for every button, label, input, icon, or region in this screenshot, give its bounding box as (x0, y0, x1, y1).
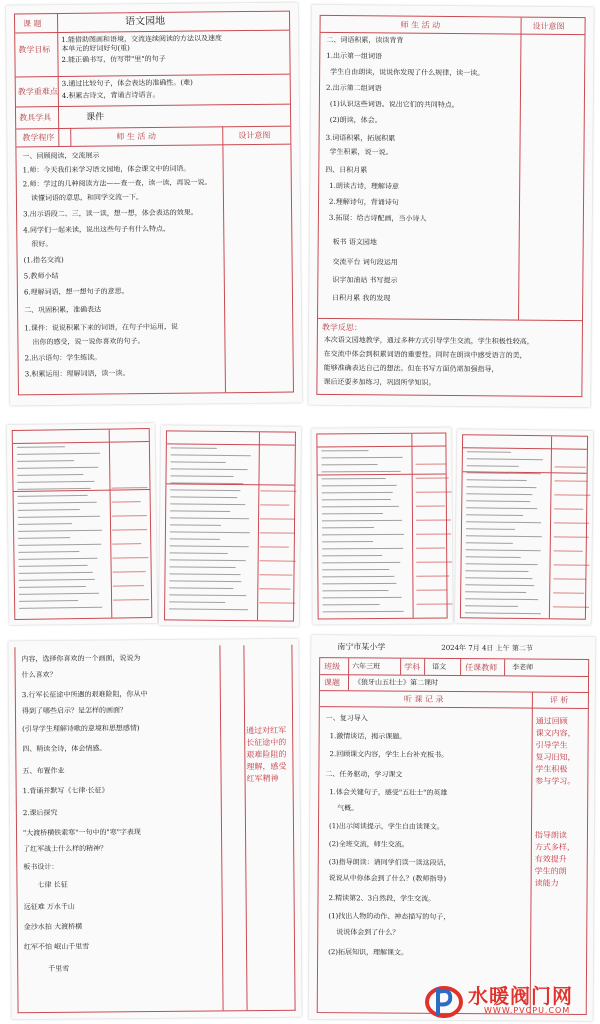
label-design: 设计意图 (532, 21, 565, 31)
evaluation-notes: 通过回顾 课文内容， 引导学生 复习旧知， 学生积极 参与学习。 指导朗读 方式多样， 有效提升 学生的朗 读能力 (534, 716, 576, 888)
observation-record-page (309, 635, 596, 1021)
topic-value: 《狼牙山五壮士》第二课时 (353, 678, 439, 687)
label-key-points: 教学重难点 (17, 87, 58, 97)
label-steps: 教学程序 (22, 133, 55, 143)
record-date: 2024年 7月 4日 上午 第二节 (441, 643, 533, 653)
design-notes: 通过对红军 长征途中的 艰难险阻的 理解，感受 红军精神 (246, 725, 287, 784)
handwriting-lines (161, 425, 301, 426)
label-goal: 教学目标 (18, 45, 51, 55)
table-frame (317, 657, 589, 1015)
label-design: 设计意图 (238, 130, 271, 141)
handwriting-lines (7, 423, 155, 425)
lesson-plan-page-3 (7, 423, 158, 625)
handwriting-lines (457, 429, 593, 431)
label-teacher: 任课教师 (465, 663, 498, 673)
activity-text: 二、词语积累，读读背背 1.出示第一组词语 学生自由朗读，说说你发现了什么规律，读一读。 2.出示第二组词语 (1)认识这些词语。说出它们的共同特点。 (2)朗读，体会。 3.词语积累，拓展积累 学生积累，说一说。 四、日积月累 1.朗读古诗，理解诗意 2.理解诗句，背诵诗句 3.拓展：给古诗配画，当小诗人 板书 语文园地 交流平台 词句段运用 识字加油站 书写提示 日积月累 我的发现 (325, 35, 485, 303)
label-record: 听 课 记 录 (403, 694, 444, 704)
handwriting-lines (311, 428, 451, 429)
goal-text: 1.能借助图画和语境，交流连续阅读的方法以及速度 本单元的好词好句(重) 2.能正确书写，仿写带"里"的句子 3.通过比较句子，体会表达的准确性。(难) 4.积累古诗文，背诵古诗语言。 (61, 34, 222, 100)
red-note-stroke (416, 548, 445, 549)
red-note-stroke (416, 506, 445, 507)
lesson-plan-page-4 (159, 425, 301, 626)
lesson-plan-page-5 (311, 428, 452, 625)
label-topic: 课题 (323, 678, 341, 688)
label-activity: 师 生 活 动 (116, 131, 156, 142)
watermark-url: WWW.PVCPU.COM (484, 1006, 571, 1015)
label-topic: 课 题 (23, 19, 42, 29)
record-text: 一、复习导入 1.激情谈话，揭示课题。 2.回顾课文内容，学生上台补充板书。 二、任务驱动，学习课文 1.体会关键句子，感受"五壮士"的英雄 气概。 (1)出示阅读提示，学生自由读课文。 (2)全班交流，师生交流。 (3)指导朗读：请同学们读一读这段话， 说说从中你体会到了什么？(教师指导) 2.精读第2、3自然段，学生交流。 (1)找出人物的动作、神态描写的句子， 说说体会到了什么？ (2)拓展知识，理解课文。 (325, 714, 451, 957)
watermark-logo-icon (424, 982, 464, 1018)
label-class: 班级 (324, 662, 341, 672)
activity-text: 内容，选择你喜欢的一个画面，说说为 什么喜欢？ 3.行军长征途中所遇的艰难险阻，你从中 得到了哪些启示？是怎样的画面？ (引导学生理解诗歌的意境和思想感情) 四、精读全诗，体会情感。 五、布置作业 1.背诵并默写《七律·长征》 2.课后探究 "大渡桥横铁索寒"一句中的"寒"字表现 了红军战士什么样的精神？ 板书设计： 七律 长征 远征难 万水千山 金沙水拍 大渡桥横 红军不怕 岷山千里雪 千里雪 (21, 654, 148, 973)
label-subject: 学科 (404, 662, 421, 672)
watermark-name: 水暖阀门网 (468, 984, 573, 1008)
lesson-plan-page-1 (6, 2, 302, 405)
school-name: 南宁市某小学 (337, 642, 386, 652)
table-frame (14, 645, 295, 1013)
class-value: 六年三班 (352, 662, 381, 671)
teacher-value: 李老师 (512, 663, 534, 672)
reflection-text: 本次语文园地教学，通过多种方式引导学生交流，学生积极性较高， 在交流中体会到积累词语的重要性。同时在朗读中感受语言的美， 能够准确表达自己的想法。但在书写方面仍需加强指导， 课后还要多加练习，巩固所学知识。 (323, 335, 534, 387)
prep-value: 课件 (86, 112, 105, 123)
lesson-title: 语文园地 (125, 15, 166, 28)
activity-text: 一、回顾阅读，交流展示 1.师：今天我们来学习语文园地，体会课文中的词语。 2.师：学过的几种阅读方法——查一查，读一读，再说一说。 读懂词语的意思，和同学交流一下。 3.出示语段二、三，读一读，想一想，体会表达的效果。 4.同学们一起来读，说出这些句子有什么特点， 很好。 (1.指名交流) 5.教师小结 6.理解词语，想一想句子的意思。 二、巩固积累，准确表达 1.课件：说说积累下来的词语，在句子中运用，说 出你的感受，说一说你喜欢的句子。 2.出示语句：学生练读。 3.积累运用：理解词语，读一读。 (22, 151, 212, 379)
subject-value: 语文 (432, 662, 447, 671)
lesson-plan-page-6 (455, 429, 593, 625)
table-frame (14, 11, 294, 396)
table-frame (316, 15, 585, 397)
label-reflection: 教学反思： (321, 322, 362, 333)
red-note-stroke (416, 464, 447, 465)
lesson-plan-page-2 (308, 5, 593, 407)
label-prep: 教具学具 (19, 113, 52, 123)
label-evaluation: 评 析 (549, 695, 569, 705)
lesson-plan-page-7 (8, 639, 301, 1020)
label-activity: 师 生 活 动 (400, 20, 441, 30)
watermark (424, 980, 594, 1020)
red-note-stroke (416, 576, 449, 577)
